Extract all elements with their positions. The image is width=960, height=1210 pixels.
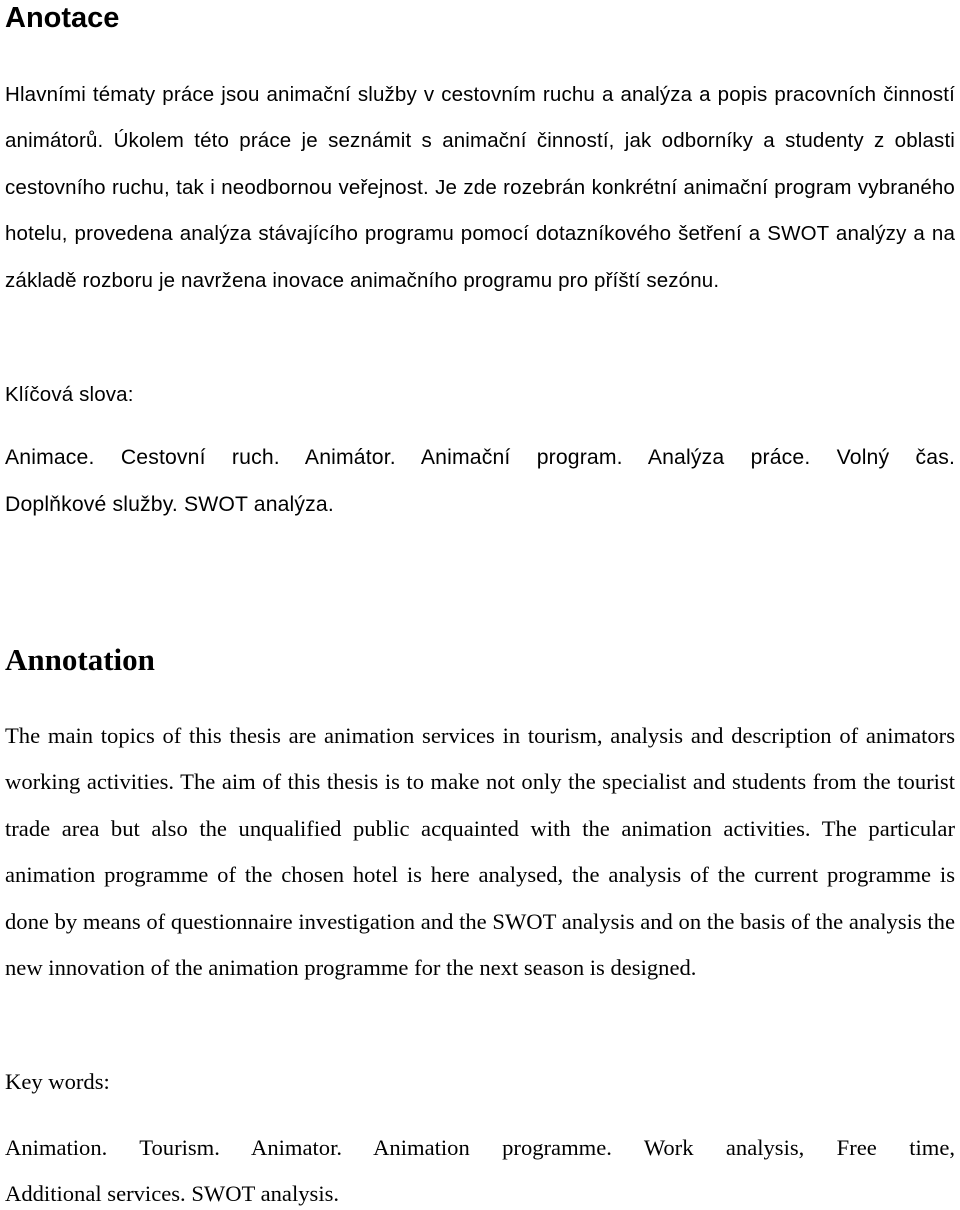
- english-abstract: The main topics of this thesis are animation services in tourism, analysis and description of animators working activities. The aim of this thesis is to make not only the specialist and students from the tourist trade area but also the unqualified public acquainted with the animation activities. The particular animation programme of the chosen hotel is here analysed, the analysis of the current programme is done by means of questionnaire investigation and the SWOT analysis and on the basis of the analysis the new innovation of the animation programme for the next season is designed.: [5, 723, 955, 981]
- czech-keywords-line2: Doplňkové služby. SWOT analýza.: [5, 493, 334, 516]
- english-keywords-line1: Animation. Tourism. Animator. Animation programme. Work analysis, Free time,: [5, 1135, 955, 1160]
- english-keywords-line2: Additional services. SWOT analysis.: [5, 1181, 340, 1206]
- czech-abstract: Hlavními tématy práce jsou animační služby v cestovním ruchu a analýza a popis pracovních činností animátorů. Úkolem této práce je seznámit s animační činností, jak odborníky a studenty z oblasti cestovního ruchu, tak i neodbornou veřejnost. Je zde rozebrán konkrétní animační program vybraného hotelu, provedena analýza stávajícího programu pomocí dotazníkového šetření a SWOT analýzy a na základě rozboru je navržena inovace animačního programu pro příští sezónu.: [5, 83, 955, 292]
- czech-keywords-label: Klíčová slova:: [5, 383, 134, 406]
- czech-keywords-line1: Animace. Cestovní ruch. Animátor. Animační program. Analýza práce. Volný čas.: [5, 446, 955, 469]
- english-keywords-label: Key words:: [5, 1069, 110, 1094]
- czech-heading: Anotace: [5, 2, 120, 34]
- english-heading: Annotation: [5, 642, 155, 677]
